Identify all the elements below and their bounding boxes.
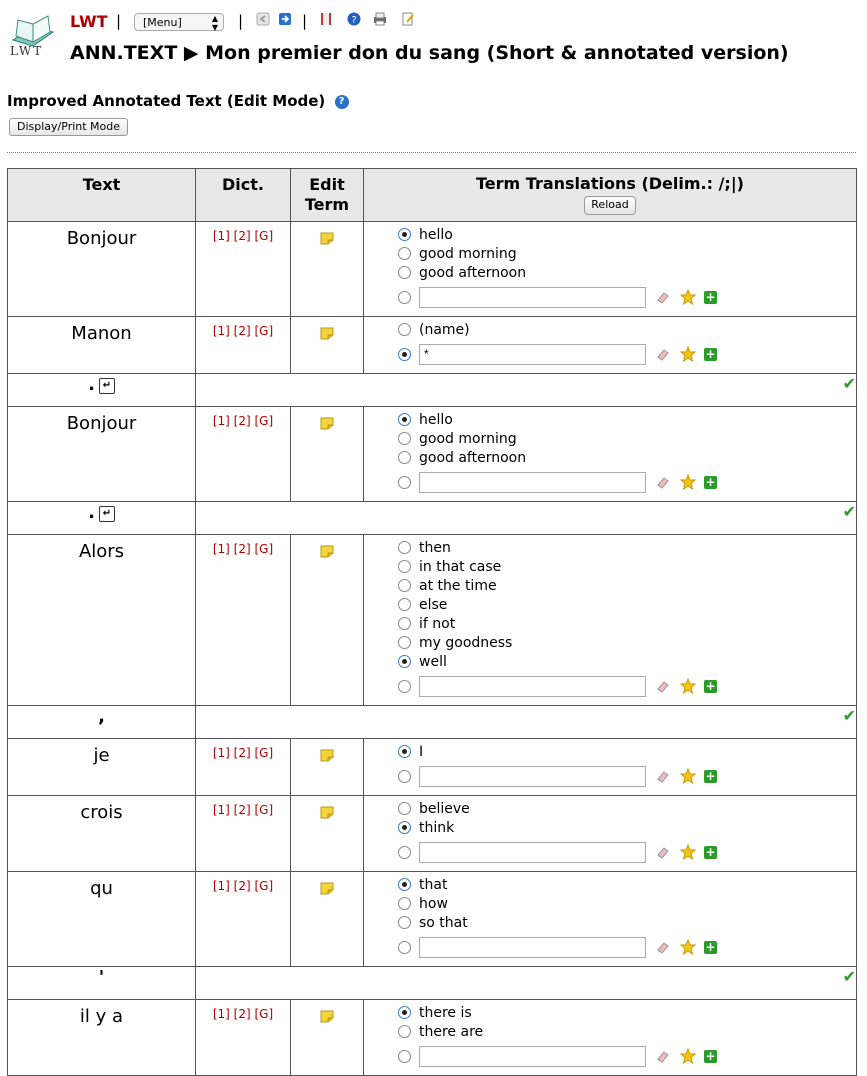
note-icon[interactable]	[320, 325, 334, 344]
eraser-icon[interactable]	[656, 845, 670, 859]
term-text: Bonjour	[66, 413, 137, 434]
col-header-edit-term: Edit Term	[291, 169, 364, 222]
col-header-dict: Dict.	[196, 169, 291, 222]
translation-option[interactable]	[398, 653, 856, 672]
eraser-icon[interactable]	[656, 290, 670, 304]
col-header-translations	[364, 169, 857, 222]
star-icon[interactable]	[680, 346, 696, 362]
translation-label: there are	[419, 1024, 484, 1040]
translations-title: Term Translations (Delim.: /;|)	[476, 174, 744, 193]
separator: |	[238, 12, 244, 30]
translation-label: good morning	[419, 246, 517, 262]
custom-translation-radio[interactable]	[398, 348, 411, 361]
star-icon[interactable]	[680, 1048, 696, 1064]
reload-button[interactable]: Reload	[584, 196, 635, 215]
term-cell	[8, 407, 196, 502]
star-icon[interactable]	[680, 289, 696, 305]
custom-translation-row	[398, 284, 856, 310]
translation-option[interactable]	[398, 743, 856, 762]
translation-radio[interactable]	[398, 821, 411, 834]
custom-translation-radio[interactable]	[398, 770, 411, 783]
table-header-row	[8, 169, 857, 222]
term-text: crois	[80, 802, 123, 823]
plus-icon[interactable]: +	[705, 939, 716, 954]
table-body	[8, 222, 857, 1076]
translation-option[interactable]	[398, 634, 856, 653]
punctuation-row	[8, 967, 857, 1000]
eraser-icon[interactable]	[656, 940, 670, 954]
term-text: Alors	[78, 541, 125, 562]
lwt-home-link[interactable]: LWT	[70, 12, 108, 31]
dict-links-cell	[196, 872, 291, 967]
translation-radio[interactable]	[398, 560, 411, 573]
custom-translation-radio[interactable]	[398, 476, 411, 489]
translation-radio[interactable]	[398, 617, 411, 630]
display-print-mode-button[interactable]: Display/Print Mode	[9, 118, 128, 136]
term-row	[8, 1000, 857, 1076]
translation-radio[interactable]	[398, 636, 411, 649]
translation-option[interactable]	[398, 895, 856, 914]
note-icon[interactable]	[320, 415, 334, 434]
translation-option[interactable]	[398, 1023, 856, 1042]
punctuation-text: '	[98, 967, 105, 988]
dict-links-cell	[196, 222, 291, 317]
translation-label: that	[419, 877, 448, 893]
custom-translation-input[interactable]	[419, 676, 646, 697]
svg-text:?: ?	[351, 15, 357, 26]
custom-translation-input[interactable]	[419, 344, 646, 365]
plus-icon[interactable]: +	[705, 1048, 716, 1063]
translation-label: believe	[419, 801, 470, 817]
col-header-text: Text	[8, 169, 196, 222]
note-icon[interactable]	[320, 230, 334, 249]
translations-cell	[364, 222, 857, 317]
translation-option[interactable]	[398, 321, 856, 340]
punctuation-row	[8, 502, 857, 535]
note-icon[interactable]	[320, 880, 334, 899]
translation-radio[interactable]	[398, 745, 411, 758]
punctuation-row	[8, 374, 857, 407]
dict-links-cell	[196, 407, 291, 502]
translation-radio[interactable]	[398, 916, 411, 929]
punctuation-cell	[8, 374, 196, 407]
star-icon[interactable]	[680, 768, 696, 784]
dict-links[interactable]: [1] [2] [G]	[212, 1007, 274, 1021]
edit-term-cell	[291, 407, 364, 502]
note-icon[interactable]	[320, 543, 334, 562]
translation-radio[interactable]	[398, 1006, 411, 1019]
punctuation-text: .	[88, 502, 95, 523]
custom-translation-radio[interactable]	[398, 291, 411, 304]
translation-radio[interactable]	[398, 655, 411, 668]
custom-translation-row	[398, 763, 856, 789]
translation-option[interactable]	[398, 539, 856, 558]
plus-icon[interactable]: +	[705, 474, 716, 489]
term-row	[8, 317, 857, 374]
translation-radio[interactable]	[398, 541, 411, 554]
translation-radio[interactable]	[398, 1025, 411, 1038]
term-cell	[8, 535, 196, 706]
edit-term-cell	[291, 317, 364, 374]
translation-label: think	[419, 820, 455, 836]
term-text: il y a	[79, 1006, 124, 1027]
term-text: Manon	[71, 323, 132, 344]
translations-cell	[364, 535, 857, 706]
punctuation-cell	[8, 967, 196, 1000]
divider	[7, 152, 856, 153]
translation-radio[interactable]	[398, 802, 411, 815]
punctuation-text: ,	[98, 706, 105, 727]
term-text: Bonjour	[66, 228, 137, 249]
translation-label: so that	[419, 915, 468, 931]
translation-label: my goodness	[419, 635, 513, 651]
custom-translation-input[interactable]	[419, 472, 646, 493]
translation-radio[interactable]	[398, 266, 411, 279]
custom-translation-radio[interactable]	[398, 941, 411, 954]
punctuation-cell	[8, 706, 196, 739]
eraser-icon[interactable]	[656, 347, 670, 361]
edit-term-cell	[291, 535, 364, 706]
header	[0, 0, 867, 86]
star-icon[interactable]	[680, 678, 696, 694]
translation-option[interactable]	[398, 411, 856, 430]
translation-label: else	[419, 597, 448, 613]
term-row	[8, 535, 857, 706]
custom-translation-row	[398, 341, 856, 367]
select-arrows-icon: ▲ ▼	[211, 14, 218, 32]
term-cell	[8, 317, 196, 374]
term-row	[8, 222, 857, 317]
translation-option[interactable]	[398, 264, 856, 283]
term-row	[8, 407, 857, 502]
translation-option[interactable]	[398, 914, 856, 933]
print-icon[interactable]	[373, 12, 387, 26]
translation-radio[interactable]	[398, 451, 411, 464]
dict-links[interactable]: [1] [2] [G]	[212, 879, 274, 893]
translation-radio[interactable]	[398, 247, 411, 260]
translation-label: there is	[419, 1005, 472, 1021]
translation-label: well	[419, 654, 447, 670]
translations-cell	[364, 796, 857, 872]
custom-translation-row	[398, 673, 856, 699]
punctuation-status-cell	[196, 374, 857, 407]
punctuation-status-cell	[196, 967, 857, 1000]
translation-option[interactable]	[398, 1004, 856, 1023]
translation-label: (name)	[419, 322, 470, 338]
checkmark-icon: ✔	[842, 374, 856, 393]
translation-radio[interactable]	[398, 579, 411, 592]
dict-links[interactable]: [1] [2] [G]	[212, 542, 274, 556]
translation-label: then	[419, 540, 451, 556]
translations-cell	[364, 872, 857, 967]
custom-translation-input[interactable]	[419, 287, 646, 308]
punctuation-status-cell	[196, 706, 857, 739]
term-cell	[8, 872, 196, 967]
eraser-icon[interactable]	[656, 769, 670, 783]
logo-text: LWT	[10, 44, 44, 58]
custom-translation-input[interactable]	[419, 1046, 646, 1067]
custom-translation-row	[398, 1043, 856, 1069]
plus-icon[interactable]: +	[705, 768, 716, 783]
separator: |	[302, 12, 308, 30]
edit-term-cell	[291, 222, 364, 317]
punctuation-status-cell	[196, 502, 857, 535]
mode-title: Improved Annotated Text (Edit Mode)	[7, 92, 326, 110]
translation-option[interactable]	[398, 819, 856, 838]
edit-term-cell	[291, 1000, 364, 1076]
mode-heading	[7, 92, 349, 110]
translation-option[interactable]	[398, 226, 856, 245]
translations-cell	[364, 1000, 857, 1076]
translation-label: hello	[419, 227, 453, 243]
translation-radio[interactable]	[398, 598, 411, 611]
translation-option[interactable]	[398, 558, 856, 577]
translation-option[interactable]	[398, 245, 856, 264]
separator: |	[116, 12, 122, 30]
dict-links[interactable]: [1] [2] [G]	[212, 229, 274, 243]
term-text: qu	[90, 878, 113, 899]
edit-term-cell	[291, 872, 364, 967]
star-icon[interactable]	[680, 844, 696, 860]
term-cell	[8, 222, 196, 317]
custom-translation-input[interactable]	[419, 842, 646, 863]
star-icon[interactable]	[680, 939, 696, 955]
dict-links-cell	[196, 535, 291, 706]
help-icon[interactable]: ?	[335, 95, 349, 109]
help-icon[interactable]	[347, 12, 361, 26]
translation-option[interactable]	[398, 430, 856, 449]
annotation-table	[7, 168, 857, 1076]
translation-radio[interactable]	[398, 878, 411, 891]
custom-translation-row	[398, 839, 856, 865]
eraser-icon[interactable]	[656, 679, 670, 693]
translation-option[interactable]	[398, 577, 856, 596]
punctuation-cell	[8, 502, 196, 535]
back-icon[interactable]	[256, 12, 270, 26]
translation-option[interactable]	[398, 876, 856, 895]
note-icon[interactable]	[320, 747, 334, 766]
translation-radio[interactable]	[398, 228, 411, 241]
translation-radio[interactable]	[398, 432, 411, 445]
translation-option[interactable]	[398, 615, 856, 634]
translation-label: hello	[419, 412, 453, 428]
term-text: je	[93, 745, 110, 766]
translation-label: I	[419, 744, 424, 760]
dict-links[interactable]: [1] [2] [G]	[212, 803, 274, 817]
checkmark-icon: ✔	[842, 706, 856, 725]
note-icon[interactable]	[320, 804, 334, 823]
translation-option[interactable]	[398, 449, 856, 468]
dict-links[interactable]: [1] [2] [G]	[212, 324, 274, 338]
custom-translation-row	[398, 469, 856, 495]
term-row	[8, 739, 857, 796]
forward-icon[interactable]	[278, 12, 292, 26]
star-icon[interactable]	[680, 474, 696, 490]
custom-translation-input[interactable]	[419, 937, 646, 958]
checkmark-icon: ✔	[842, 967, 856, 986]
translation-option[interactable]	[398, 596, 856, 615]
return-icon: ↵	[99, 506, 115, 522]
plus-icon[interactable]: +	[705, 844, 716, 859]
translation-radio[interactable]	[398, 323, 411, 336]
menu-select-value: [Menu]	[143, 16, 182, 29]
term-cell	[8, 796, 196, 872]
edit-icon[interactable]	[401, 12, 415, 26]
punctuation-text: .	[88, 374, 95, 395]
plus-icon[interactable]: +	[705, 678, 716, 693]
translation-label: good morning	[419, 431, 517, 447]
translations-cell	[364, 317, 857, 374]
dict-links[interactable]: [1] [2] [G]	[212, 746, 274, 760]
custom-translation-input[interactable]	[419, 766, 646, 787]
translation-label: good afternoon	[419, 450, 527, 466]
edit-term-cell	[291, 796, 364, 872]
dict-links-cell	[196, 796, 291, 872]
custom-translation-radio[interactable]	[398, 846, 411, 859]
plus-icon[interactable]: +	[705, 289, 716, 304]
dict-links-cell	[196, 739, 291, 796]
translation-label: in that case	[419, 559, 502, 575]
custom-translation-radio[interactable]	[398, 1050, 411, 1063]
return-icon: ↵	[99, 378, 115, 394]
note-icon[interactable]	[320, 1008, 334, 1027]
custom-translation-radio[interactable]	[398, 680, 411, 693]
eraser-icon[interactable]	[656, 475, 670, 489]
edit-term-cell	[291, 739, 364, 796]
custom-translation-row	[398, 934, 856, 960]
term-cell	[8, 1000, 196, 1076]
translation-label: good afternoon	[419, 265, 527, 281]
dict-links-cell	[196, 317, 291, 374]
plus-icon[interactable]: +	[705, 346, 716, 361]
punctuation-row	[8, 706, 857, 739]
page-title: ANN.TEXT ▶ Mon premier don du sang (Short & annotated version)	[70, 42, 789, 64]
term-row	[8, 872, 857, 967]
eraser-icon[interactable]	[656, 1049, 670, 1063]
menu-select[interactable]	[134, 13, 224, 31]
dict-links[interactable]: [1] [2] [G]	[212, 414, 274, 428]
checkmark-icon: ✔	[842, 502, 856, 521]
translation-radio[interactable]	[398, 897, 411, 910]
translation-label: at the time	[419, 578, 497, 594]
translations-cell	[364, 739, 857, 796]
reading-icon[interactable]	[319, 12, 333, 26]
translation-option[interactable]	[398, 800, 856, 819]
translation-label: if not	[419, 616, 456, 632]
term-row	[8, 796, 857, 872]
dict-links-cell	[196, 1000, 291, 1076]
translations-cell	[364, 407, 857, 502]
term-cell	[8, 739, 196, 796]
translation-label: how	[419, 896, 448, 912]
translation-radio[interactable]	[398, 413, 411, 426]
